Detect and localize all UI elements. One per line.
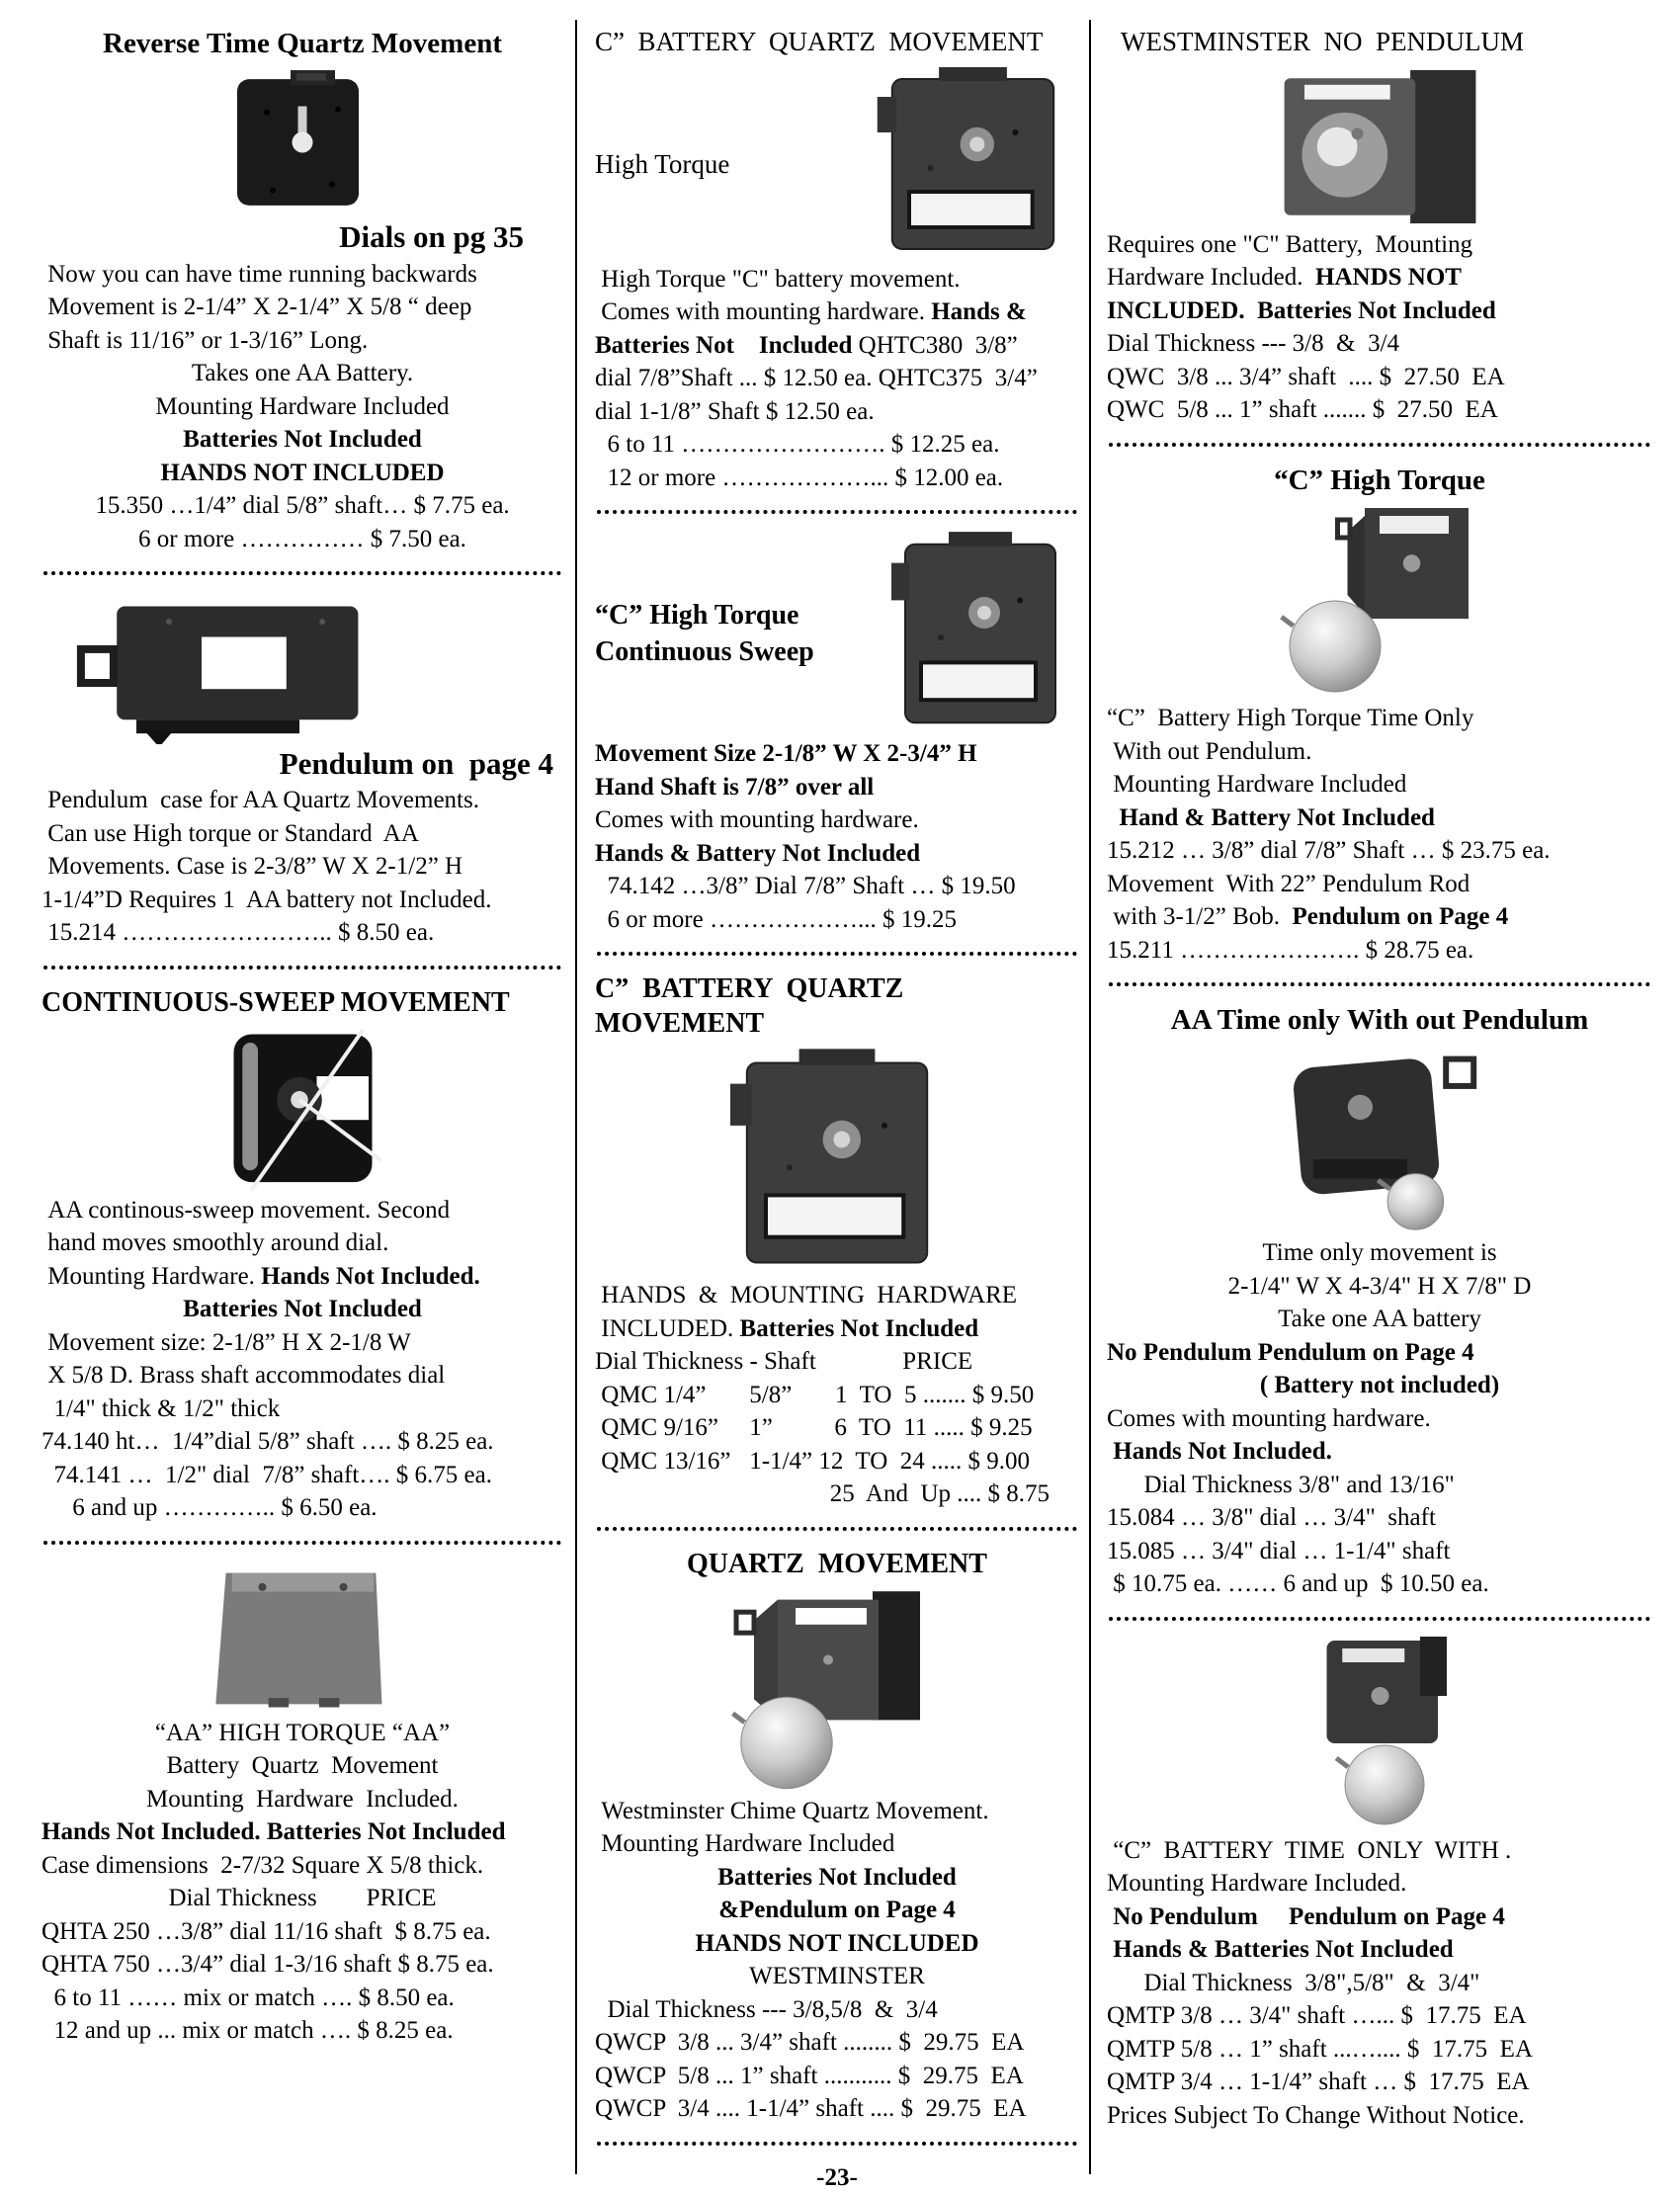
- text-line: [595, 1795, 1079, 1828]
- text-line: [42, 1359, 563, 1392]
- text-line: [42, 1425, 563, 1459]
- text-line: [1107, 1236, 1652, 1270]
- text-line: [42, 217, 563, 257]
- c-battery-movement-photo: [867, 65, 1079, 263]
- text-segment: Prices Subject To Change Without Notice.: [1107, 2101, 1525, 2129]
- text-line: [595, 1312, 1079, 1346]
- westminster-chime-movement-photo: [689, 1587, 985, 1795]
- text-line: [42, 1948, 563, 1982]
- text-segment: High Torque "C" battery movement.: [595, 265, 961, 293]
- photo-wrap: [1107, 1637, 1652, 1834]
- dotted-separator: [1109, 437, 1650, 447]
- text-line: [595, 146, 857, 182]
- text-line: [1107, 2033, 1652, 2067]
- text-line: [595, 1960, 1079, 1993]
- photo-wrap: [595, 1047, 1079, 1279]
- section-heading: Reverse Time Quartz Movement: [103, 28, 502, 59]
- text-segment: HANDS NOT: [1315, 264, 1462, 292]
- text-line: [1107, 1999, 1652, 2033]
- text-line: [595, 1411, 1079, 1445]
- text-segment: QWC 3/8 ... 3/4” shaft .... $ 27.50 EA: [1107, 363, 1505, 390]
- text-line: [1107, 1933, 1652, 1967]
- c-high-torque-pendulum-movement-photo: [1256, 504, 1503, 702]
- text-segment: Mounting Hardware Included.: [1107, 1870, 1407, 1898]
- text-segment: QMTP 3/8 … 3/4" shaft …... $ 17.75 EA: [1107, 2002, 1527, 2030]
- text-line: [595, 263, 1079, 296]
- text-line: [595, 597, 872, 634]
- text-line: [1107, 1435, 1652, 1469]
- text-segment: -23-: [816, 2163, 858, 2191]
- westminster-no-pendulum-movement-photo: [1254, 65, 1506, 228]
- text-segment: Pendulum on Page 4: [1292, 903, 1509, 930]
- catalog-section: [42, 985, 563, 1545]
- text-line: [595, 1345, 1079, 1379]
- text-line: [42, 324, 563, 358]
- catalog-section: [1107, 1002, 1652, 1621]
- text-segment: Mounting Hardware.: [42, 1262, 262, 1290]
- column-left: [0, 20, 577, 2174]
- text-line: [42, 1194, 563, 1227]
- text-line: [42, 457, 563, 490]
- text-segment: Movement size: 2-1/8” H X 2-1/8 W: [42, 1328, 411, 1356]
- text-segment: Batteries Not Included: [183, 426, 422, 454]
- text-segment: Westminster Chime Quartz Movement.: [595, 1797, 989, 1824]
- section-heading: C” BATTERY QUARTZ MOVEMENT: [595, 973, 918, 1040]
- text-line: [1107, 1535, 1652, 1568]
- text-line: [42, 1491, 563, 1525]
- section-heading: CONTINUOUS-SWEEP MOVEMENT: [42, 986, 510, 1018]
- text-line: [595, 1379, 1079, 1412]
- text-segment: QHTC380 3/8”: [852, 331, 1018, 359]
- text-line: [42, 258, 563, 292]
- text-segment: Case dimensions 2-7/32 Square X 5/8 thick.: [42, 1851, 484, 1879]
- catalog-section: [1107, 1637, 1652, 2133]
- text-segment: 15.214 …………………….. $ 8.50 ea.: [42, 919, 435, 947]
- text-segment: HANDS & MOUNTING HARDWARE: [595, 1282, 1018, 1309]
- section-heading: QUARTZ MOVEMENT: [687, 1548, 987, 1579]
- text-segment: Comes with mounting hardware.: [1107, 1404, 1431, 1432]
- text-segment: hand moves smoothly around dial.: [42, 1229, 389, 1257]
- text-line: [595, 2026, 1079, 2060]
- text-line: [595, 2060, 1079, 2093]
- text-segment: Takes one AA Battery.: [191, 360, 414, 387]
- photo-wrap: [42, 1561, 563, 1717]
- text-line: [1107, 1501, 1652, 1535]
- text-segment: 74.140 ht… 1/4”dial 5/8” shaft …. $ 8.25 ea.: [42, 1428, 494, 1456]
- square-black-movement-photo: [228, 67, 377, 217]
- text-segment: AA continous-sweep movement. Second: [42, 1196, 451, 1224]
- photo-wrap: [595, 1587, 1079, 1795]
- text-line: [42, 1260, 563, 1294]
- text-line: [42, 1849, 563, 1883]
- dotted-separator: [43, 1535, 561, 1545]
- text-segment: “AA” HIGH TORQUE “AA”: [154, 1719, 451, 1746]
- text-segment: Dial Thickness PRICE: [168, 1885, 437, 1912]
- text-segment: Dial Thickness 3/8",5/8" & 3/4": [1107, 1969, 1480, 1996]
- text-line: [1107, 1270, 1652, 1304]
- text-line: [1107, 868, 1652, 901]
- c-battery-movement-photo: [882, 530, 1079, 737]
- text-line: [42, 1982, 563, 2015]
- text-line: [595, 462, 1079, 495]
- text-segment: 12 or more ………………... $ 12.00 ea.: [595, 464, 1004, 491]
- text-line: [595, 1927, 1079, 1961]
- text-line: [595, 395, 1079, 429]
- text-line: [1107, 1369, 1652, 1402]
- text-segment: Comes with mounting hardware.: [595, 806, 919, 834]
- text-line: [1107, 1402, 1652, 1436]
- text-segment: 6 or more ………………... $ 19.25: [595, 905, 957, 933]
- text-line: [595, 329, 1079, 363]
- text-line: [595, 633, 872, 671]
- text-line: [1107, 834, 1652, 868]
- text-line: [595, 428, 1079, 462]
- text-segment: Movement is 2-1/4” X 2-1/4” X 5/8 “ deep: [42, 294, 472, 321]
- text-segment: “C” High Torque: [595, 599, 799, 631]
- text-line: [1107, 295, 1652, 328]
- text-segment: Battery Quartz Movement: [166, 1752, 439, 1780]
- text-segment: 74.142 …3/8” Dial 7/8” Shaft … $ 19.50: [595, 873, 1016, 900]
- text-segment: X 5/8 D. Brass shaft accommodates dial: [42, 1362, 446, 1390]
- dotted-separator: [597, 2136, 1077, 2146]
- gray-square-movement-photo: [202, 1561, 404, 1717]
- c-time-only-pendulum-movement-photo: [1269, 1637, 1491, 1834]
- text-line: [1107, 1900, 1652, 1934]
- text-segment: 15.350 …1/4” dial 5/8” shaft… $ 7.75 ea.: [95, 492, 510, 520]
- text-line: [595, 2092, 1079, 2126]
- text-segment: 6 and up ………….. $ 6.50 ea.: [42, 1494, 378, 1522]
- text-line: [595, 1993, 1079, 2027]
- text-segment: INCLUDED. Batteries Not Included: [1107, 296, 1496, 324]
- text-line: [42, 1749, 563, 1783]
- photo-wrap: [42, 591, 563, 744]
- column-right: [1091, 20, 1678, 2174]
- catalog-section: [42, 26, 563, 575]
- page-number: [595, 2161, 1079, 2194]
- text-line: [1107, 2099, 1652, 2133]
- text-segment: Hands & Batteries Not Included: [1107, 1936, 1454, 1964]
- text-segment: Dial Thickness --- 3/8,5/8 & 3/4: [595, 1995, 938, 2023]
- dotted-separator: [43, 960, 561, 970]
- photo-wrap: [42, 67, 563, 217]
- text-line: [1107, 900, 1652, 934]
- catalog-section: [595, 530, 1079, 956]
- text-line: [595, 737, 1079, 771]
- text-line: [42, 884, 563, 917]
- text-segment: 2-1/4" W X 4-3/4" H X 7/8" D: [1227, 1272, 1532, 1300]
- text-line: [595, 903, 1079, 937]
- text-line: [42, 744, 563, 784]
- text-segment: Pendulum on page 4: [279, 746, 553, 782]
- text-segment: dial 1-1/8” Shaft $ 12.50 ea.: [595, 397, 875, 425]
- text-line: [595, 295, 1079, 329]
- catalog-section: [595, 26, 1079, 514]
- text-line: [42, 1459, 563, 1492]
- sweep-movement-photo: [216, 1026, 389, 1194]
- text-line: [42, 784, 563, 817]
- catalog-section: [42, 591, 563, 970]
- photo-text-row: [595, 530, 1079, 737]
- text-line: [595, 1894, 1079, 1927]
- text-segment: Time only movement is: [1262, 1239, 1497, 1267]
- text-segment: QMTP 3/4 … 1-1/4” shaft … $ 17.75 EA: [1107, 2068, 1530, 2096]
- text-segment: INCLUDED.: [595, 1314, 740, 1342]
- text-line: [1107, 1336, 1652, 1370]
- text-segment: QWCP 3/8 ... 3/4” shaft ........ $ 29.75 EA: [595, 2029, 1025, 2057]
- text-segment: 25 And Up .... $ 8.75: [829, 1480, 1050, 1508]
- dotted-separator: [597, 946, 1077, 956]
- text-segment: Batteries Not Included: [717, 1863, 957, 1891]
- text-segment: Hands Not Included. Batteries Not Included: [42, 1818, 506, 1846]
- text-segment: Movement Size 2-1/8” W X 2-3/4” H: [595, 740, 977, 768]
- text-line: [1107, 802, 1652, 835]
- text-segment: WESTMINSTER: [749, 1963, 925, 1990]
- text-segment: Hands & Battery Not Included: [595, 839, 921, 867]
- text-segment: ( Battery not included): [1259, 1372, 1500, 1399]
- text-segment: dial 7/8”Shaft ... $ 12.50 ea. QHTC375 3/4”: [595, 365, 1038, 392]
- text-segment: No Pendulum Pendulum on Page 4: [1107, 1338, 1474, 1366]
- text-line: [42, 1717, 563, 1750]
- c-battery-movement-photo: [718, 1047, 956, 1279]
- text-segment: QHTA 750 …3/4” dial 1-3/16 shaft $ 8.75 ea.: [42, 1951, 494, 1979]
- text-line: [42, 357, 563, 390]
- text-segment: HANDS NOT INCLUDED: [695, 1929, 979, 1957]
- photo-text-row: [595, 65, 1079, 263]
- text-segment: 15.085 … 3/4" dial … 1-1/4" shaft: [1107, 1537, 1451, 1564]
- text-segment: High Torque: [595, 148, 730, 179]
- text-segment: “C” BATTERY TIME ONLY WITH .: [1107, 1836, 1512, 1864]
- photo-wrap: [1107, 504, 1652, 702]
- text-segment: $ 10.75 ea. …… 6 and up $ 10.50 ea.: [1107, 1570, 1489, 1598]
- text-segment: QMC 1/4” 5/8” 1 TO 5 ....... $ 9.50: [595, 1381, 1035, 1408]
- text-line: [595, 1445, 1079, 1478]
- text-segment: Now you can have time running backwards: [42, 260, 477, 288]
- text-segment: Hand & Battery Not Included: [1107, 803, 1435, 831]
- text-line: [42, 916, 563, 950]
- section-heading: C” BATTERY QUARTZ MOVEMENT: [595, 27, 1044, 56]
- text-line: [42, 423, 563, 457]
- text-line: [595, 1861, 1079, 1895]
- text-line: [1107, 1567, 1652, 1601]
- text-segment: Batteries Not Included: [183, 1296, 422, 1323]
- text-segment: 1-1/4”D Requires 1 AA battery not Included.: [42, 886, 492, 913]
- text-segment: Pendulum case for AA Quartz Movements.: [42, 787, 479, 814]
- text-line: [1107, 393, 1652, 427]
- text-segment: QWC 5/8 ... 1” shaft ....... $ 27.50 EA: [1107, 396, 1498, 424]
- section-heading: WESTMINSTER NO PENDULUM: [1121, 27, 1524, 56]
- text-line: [42, 850, 563, 884]
- text-line: [595, 771, 1079, 804]
- text-segment: With out Pendulum.: [1107, 737, 1312, 765]
- text-segment: Dial Thickness --- 3/8 & 3/4: [1107, 330, 1400, 358]
- text-line: [42, 1226, 563, 1260]
- text-segment: HANDS NOT INCLUDED: [160, 459, 445, 486]
- text-segment: Mounting Hardware Included: [1107, 771, 1407, 798]
- text-line: [42, 1392, 563, 1426]
- dotted-separator: [597, 1521, 1077, 1531]
- text-segment: Mounting Hardware Included.: [146, 1785, 459, 1813]
- text-segment: Take one AA battery: [1278, 1306, 1481, 1333]
- text-segment: Dial Thickness - Shaft PRICE: [595, 1348, 973, 1376]
- text-segment: 15.211 …………………. $ 28.75 ea.: [1107, 936, 1474, 964]
- text-line: [1107, 702, 1652, 735]
- catalog-section: [595, 1547, 1079, 2194]
- text-line: [595, 803, 1079, 837]
- text-line: [42, 291, 563, 324]
- text-segment: “C” Battery High Torque Time Only: [1107, 705, 1474, 731]
- text-line: [1107, 1967, 1652, 2000]
- text-line: [42, 2014, 563, 2048]
- section-heading: AA Time only With out Pendulum: [1170, 1004, 1589, 1036]
- catalog-section: [42, 1561, 563, 2048]
- text-segment: &Pendulum on Page 4: [718, 1897, 956, 1924]
- text-line: [42, 817, 563, 851]
- text-line: [42, 1326, 563, 1360]
- text-segment: Hand Shaft is 7/8” over all: [595, 773, 875, 801]
- text-line: [42, 1915, 563, 1949]
- text-line: [1107, 1303, 1652, 1336]
- text-line: [42, 1783, 563, 1816]
- text-line: [595, 1279, 1079, 1312]
- dotted-separator: [1109, 976, 1650, 986]
- text-line: [595, 1477, 1079, 1511]
- catalog-section: [1107, 463, 1652, 986]
- text-segment: 1/4" thick & 1/2" thick: [42, 1394, 281, 1422]
- text-segment: Requires one "C" Battery, Mounting: [1107, 230, 1473, 258]
- catalog-section: [1107, 26, 1652, 447]
- text-segment: Dial Thickness 3/8" and 13/16": [1107, 1471, 1455, 1498]
- row-text: [595, 597, 872, 671]
- text-segment: Can use High torque or Standard AA: [42, 819, 419, 847]
- text-segment: Hands Not Included.: [261, 1262, 480, 1290]
- text-line: [1107, 934, 1652, 968]
- text-segment: QWCP 3/4 .... 1-1/4” shaft .... $ 29.75 EA: [595, 2095, 1027, 2123]
- dotted-separator: [1109, 1611, 1650, 1621]
- text-segment: Batteries Not Included: [739, 1314, 979, 1342]
- text-segment: 15.084 … 3/8" dial … 3/4" shaft: [1107, 1504, 1436, 1532]
- text-line: [42, 489, 563, 523]
- text-line: [42, 1293, 563, 1326]
- text-line: [1107, 1834, 1652, 1868]
- text-line: [595, 870, 1079, 903]
- text-segment: Continuous Sweep: [595, 636, 814, 668]
- photo-wrap: [42, 1026, 563, 1194]
- text-segment: QMC 9/16” 1” 6 TO 11 ..... $ 9.25: [595, 1414, 1033, 1442]
- aa-time-only-movement-photo: [1241, 1044, 1518, 1236]
- text-segment: Mounting Hardware Included: [155, 392, 450, 420]
- section-heading: “C” High Torque: [1274, 464, 1485, 496]
- text-segment: Comes with mounting hardware.: [595, 298, 932, 326]
- text-segment: 6 to 11 …… mix or match …. $ 8.50 ea.: [42, 1983, 455, 2011]
- text-segment: QWCP 5/8 ... 1” shaft ........... $ 29.75 EA: [595, 2062, 1024, 2089]
- text-line: [42, 1815, 563, 1849]
- text-segment: QMTP 5/8 … 1” shaft ...….... $ 17.75 EA: [1107, 2035, 1533, 2063]
- text-segment: 15.212 … 3/8” dial 7/8” Shaft … $ 23.75 ea.: [1107, 837, 1551, 864]
- text-line: [1107, 1469, 1652, 1502]
- text-segment: Movements. Case is 2-3/8” W X 2-1/2” H: [42, 853, 463, 881]
- text-segment: Hands &: [931, 298, 1027, 326]
- text-line: [1107, 261, 1652, 295]
- text-segment: Shaft is 11/16” or 1-3/16” Long.: [42, 326, 369, 354]
- text-segment: Hardware Included.: [1107, 264, 1316, 292]
- text-segment: QMC 13/16” 1-1/4” 12 TO 24 ..... $ 9.00: [595, 1447, 1031, 1475]
- text-segment: QHTA 250 …3/8” dial 11/16 shaft $ 8.75 ea.: [42, 1917, 491, 1945]
- text-line: [1107, 735, 1652, 769]
- pendulum-case-movement-photo: [71, 591, 397, 744]
- column-middle: [577, 20, 1091, 2191]
- text-segment: 12 and up ... mix or match …. $ 8.25 ea.: [42, 2017, 454, 2045]
- text-line: [42, 523, 563, 556]
- photo-wrap: [1107, 1044, 1652, 1236]
- text-line: [1107, 1867, 1652, 1900]
- dotted-separator: [43, 565, 561, 575]
- text-segment: 6 or more …………… $ 7.50 ea.: [138, 525, 466, 552]
- text-segment: No Pendulum Pendulum on Page 4: [1107, 1902, 1505, 1930]
- text-segment: Mounting Hardware Included: [595, 1830, 895, 1858]
- catalog-section: [595, 971, 1079, 1531]
- text-segment: Dials on pg 35: [339, 219, 524, 255]
- text-line: [1107, 2066, 1652, 2099]
- text-line: [595, 362, 1079, 395]
- text-line: [1107, 361, 1652, 394]
- text-line: [1107, 228, 1652, 262]
- text-segment: 74.141 … 1/2" dial 7/8” shaft…. $ 6.75 ea.: [42, 1461, 492, 1488]
- text-segment: Batteries Not Included: [595, 331, 853, 359]
- text-line: [42, 390, 563, 424]
- row-text: [595, 146, 857, 182]
- text-line: [42, 1882, 563, 1915]
- text-segment: Hands Not Included.: [1107, 1438, 1332, 1466]
- photo-wrap: [1107, 65, 1652, 228]
- dotted-separator: [597, 504, 1077, 514]
- text-line: [595, 1827, 1079, 1861]
- text-segment: Movement With 22” Pendulum Rod: [1107, 870, 1470, 897]
- text-line: [1107, 768, 1652, 802]
- text-line: [1107, 327, 1652, 361]
- text-segment: with 3-1/2” Bob.: [1107, 903, 1293, 930]
- text-line: [595, 837, 1079, 871]
- text-segment: 6 to 11 ……………………. $ 12.25 ea.: [595, 431, 1000, 459]
